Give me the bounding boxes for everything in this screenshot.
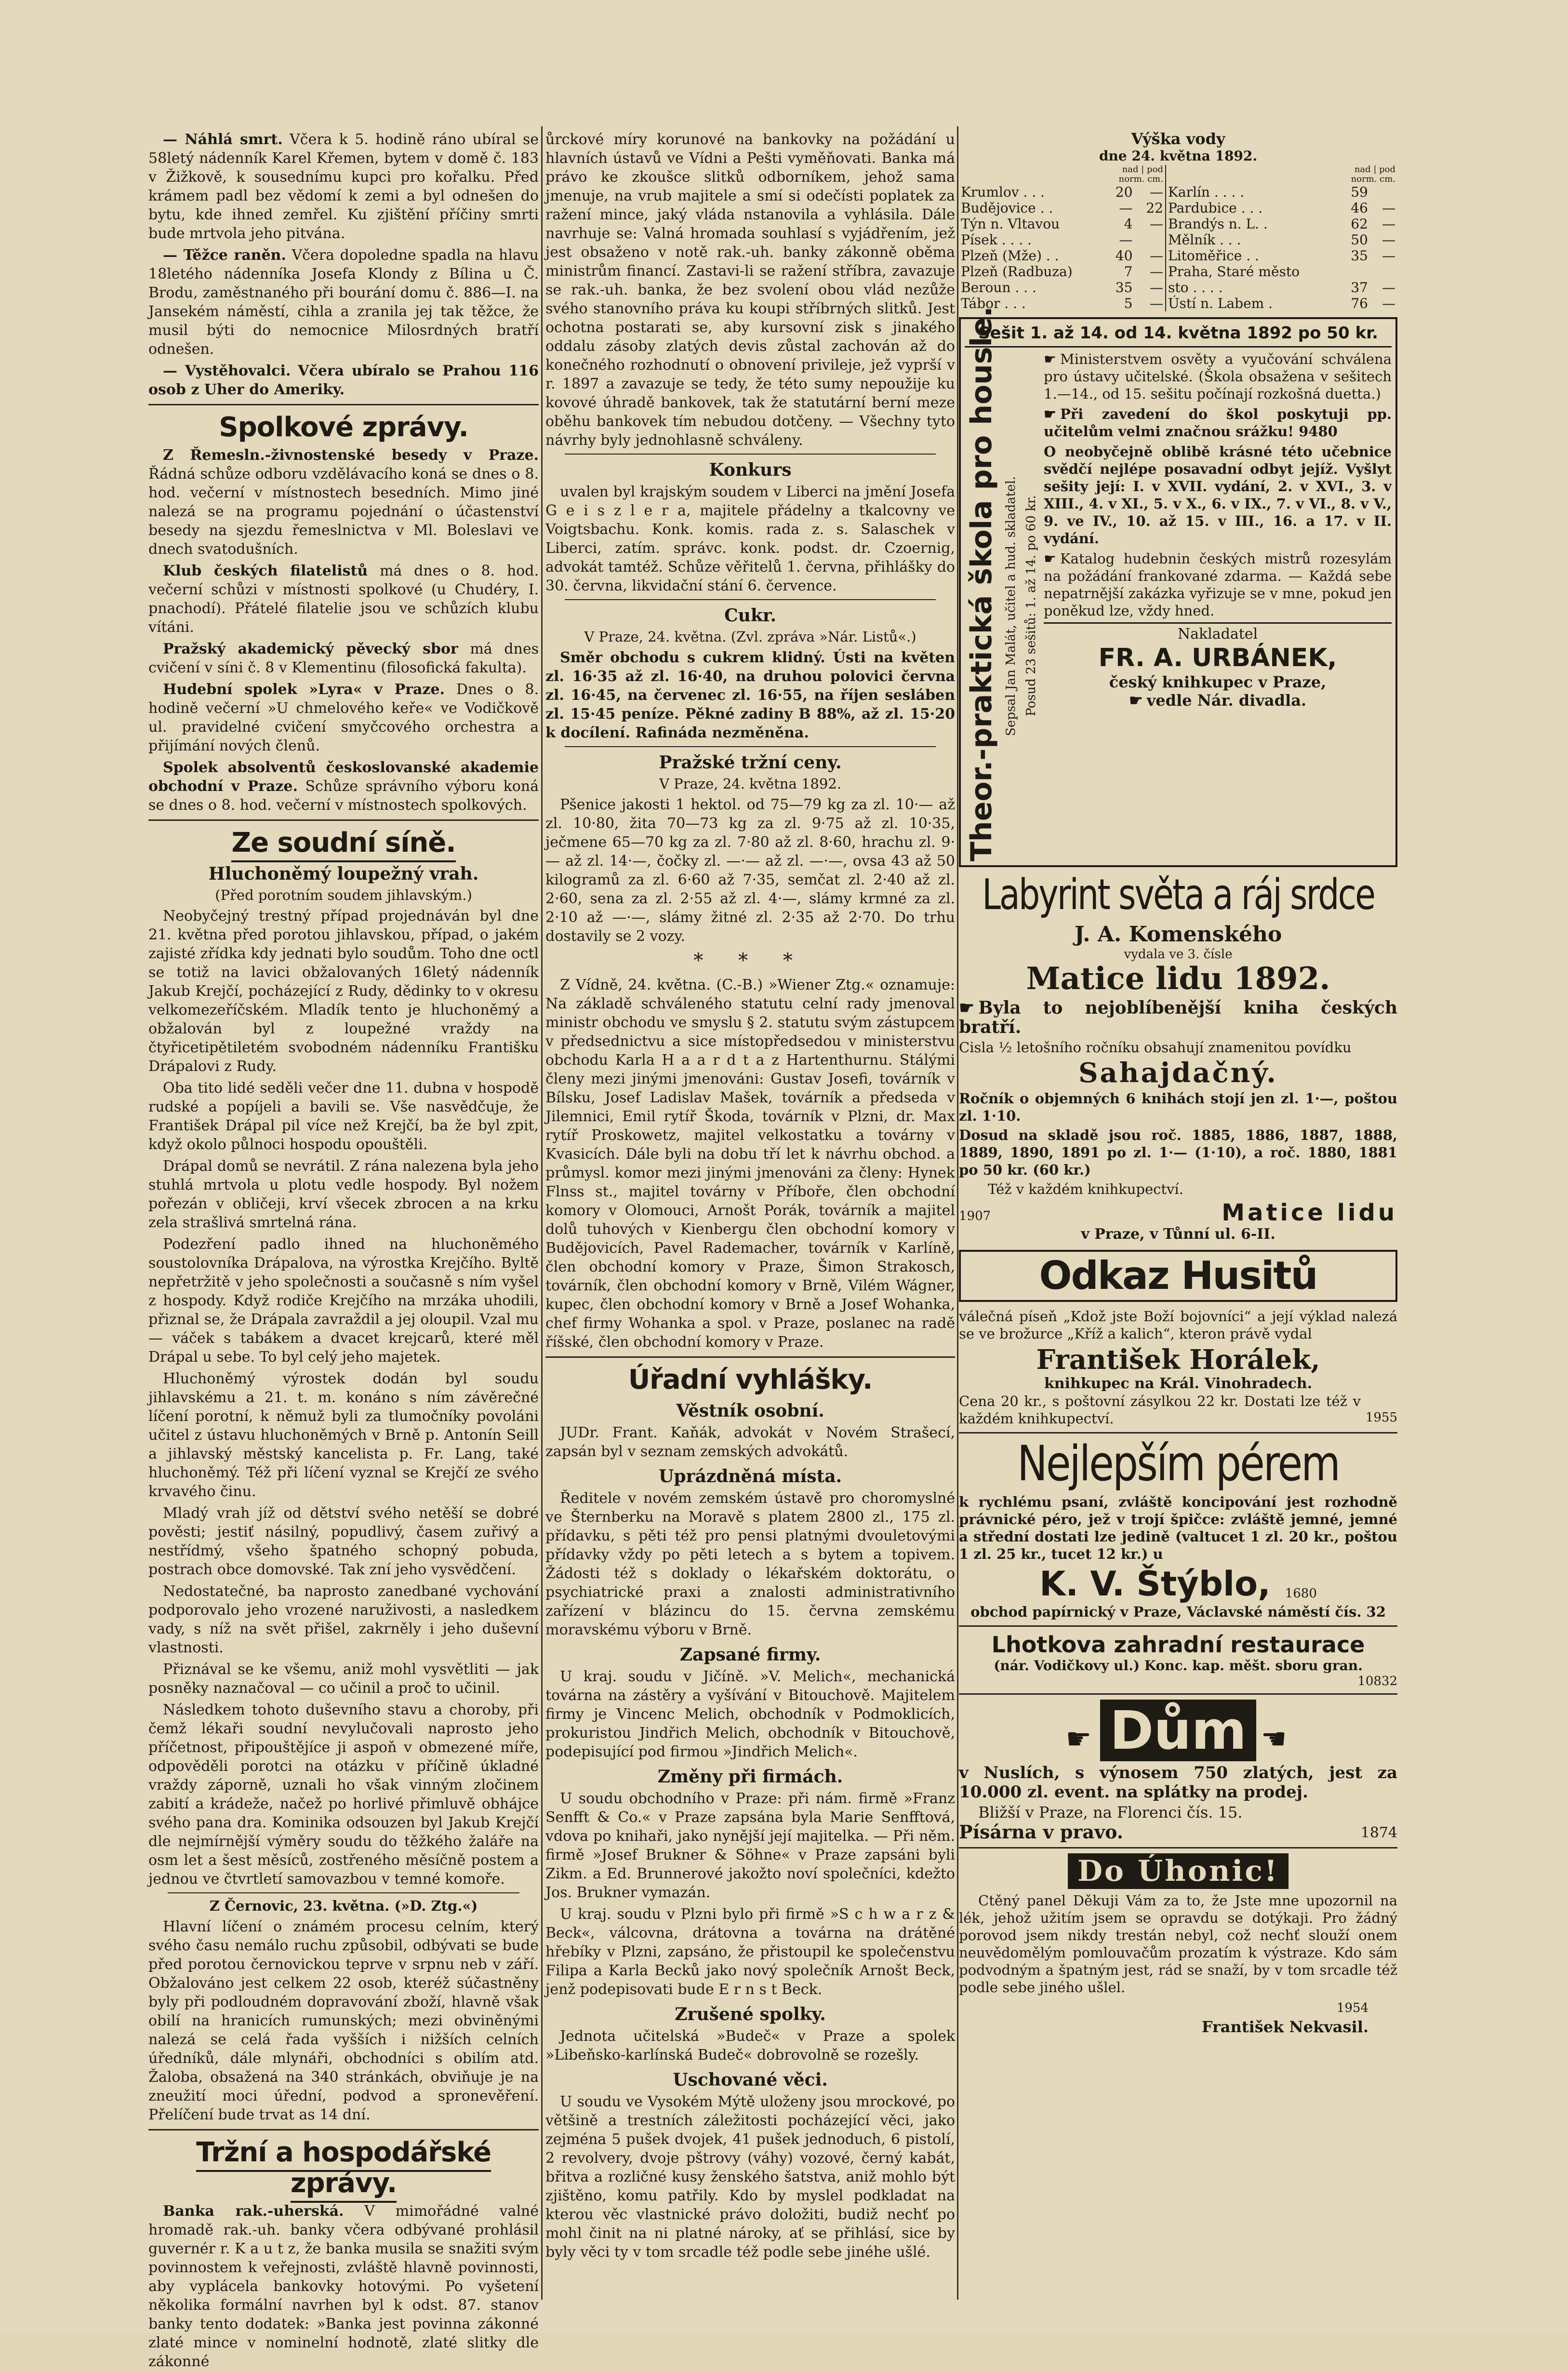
divider (565, 746, 936, 747)
table-row: Plzeň (Mže) . . 40 — Litoměřice . . 35 — (961, 248, 1395, 264)
section-title-trzni: Tržní a hospodářské zprávy. (148, 2137, 539, 2199)
advert-sub: knihkupec na Král. Vinohradech. (1044, 1375, 1313, 1392)
advert-note: vydala ve 3. čísle (1124, 947, 1233, 962)
advert-paragraph: O neobyčejně oblibě krásné této učebnice svědčí nejlépe posavadní odbyt jejíž. Vyšlyt sešity její: I. v XVII. vydání, 2. v XVI., 3. v XIII., 4. v XI., 5. v X., 6. v IX., 7. v VI., 8. v V., 9. ve IV., 10. až 15. v III., 16. a 17. v II. vydání. (1044, 443, 1392, 547)
advert-paragraph: ☛ Ministerstvem osvěty a vyučování schválena pro ústavy učitelské. (Škola obsažena v sešitech 1.—14., od 15. sešitu počínají rozkošná duetta.) (1044, 351, 1392, 402)
divider (959, 1693, 1397, 1695)
dateline: Z Černovic, 23. května. (»D. Ztg.«) (209, 1898, 478, 1914)
paragraph: Podezření padlo ihned na hluchoněmého soustolovníka Drápalova, na výrostka Krejčího. Byltě nepřetržitě v jeho společnosti a současně s ním vyšel z hospody. Když rodiče Krejčího na mrzáka uhodili, přiznal se, že Drápala zavraždil a jej oloupil. Vzal mu — váček s tabákem a dvacet krejcarů, které měl Drápal u sebe. To byl celý jeho majetek. (148, 1236, 539, 1366)
table-row: Plzeň (Radbuza) 7 — Praha, Staré město (959, 264, 1397, 280)
advert-vertical-title: Theor.-praktická škola pro housle. (965, 306, 998, 861)
publisher-info: český knihkupec v Praze, (1109, 673, 1327, 691)
advert-odkaz-husitu (959, 1250, 1397, 1427)
water-level-title: Výška vody (1131, 130, 1225, 148)
column-3 (959, 130, 1397, 2304)
article-subtitle: (Před porotním soudem jihlavským.) (215, 887, 472, 903)
advert-paragraph: Též v každém knihkupectví. (988, 1181, 1183, 1197)
advert-number: 10832 (1357, 1674, 1397, 1688)
paragraph: U soudu ve Vysokém Mýtě uloženy jsou mrockové, po většině a trestních záležitosti pocházející věci, jako zejména 5 pušek dvojek, 41 pušek jednoduch, 6 pistolí, 2 revolvery, dvoje pštrovy (váhy) vozové, černý kabát, břitva a rozličné kusy ženského šatstva, aniž mohlo být zjištěno, komu patřily. Kdo by myslel podkladat na kterou věc vlastnické právo doložiti, budiž nechť po mohl činit na ni platné nároky, ať se přihlásí, sice by byly věci ty v tom srcadle též podle sebe jinéhe ušlé. (545, 2093, 955, 2261)
divider (148, 819, 539, 821)
paragraph: Následkem tohoto duševního stavu a choroby, při čemž lékaři soudní nevylučovali naprosto jeho příčetnost, připouštějíce ji aspoň v obmezené míře, odpověděli porotci na otázku v příčině úkladné vraždy záporně, uznali ho však vinným zločinem zabití a krádeže, načež po horlivé přimluvě obhájce svého pana dra. Kominika odsouzen byl Jakub Krejčí dle nejmírnější výměry soudu do těžkého žaláře na osm let a šest měsíců, zostřeného měsíčně postem a jednou ve čtvrtletí samovazbou v temné komoře. (148, 1701, 539, 1888)
paragraph: Mladý vrah jíž od dětství svého netěší se dobré pověsti; jestiť násilný, popudlivý, časem zuřivý a nestřídmý, všeho špatného schopný pobuda, postrach obce domovské. Tak zní jeho vysvědčení. (148, 1505, 539, 1578)
paragraph: ůrckové míry korunové na bankovky na požádání u hlavních ústavů ve Vídni a Pešti vyměňovati. Banka má právo ke zkoušce slitků odborníkem, jehož sama jmenuje, na vrub majitele a smí si odečísti poplatek za ražení mince, jaký vláda nstanovila a vyhlásila. Dále navrhuje se: Valná hromada souhlasí s vyjádřením, jež jest obsaženo v notě rak.-uh. banky zákonně oběma ministrům financí. Zastavi-li se ražení stříbra, zavazuje se rak.-uh. banka, že bez svolení obou vlád nezůže svého stanovního práva ku koupi stříbrných slitků. Jest ochotna postarati se, aby kursovní zisk s jinakého oddalu zásoby zlatých devis zůstal zachován až do konečného rozhodnutí o obnovení privileje, jež vyprší v r. 1897 a zavazuje se tedy, že této sumy nepoužije ku kovové úhradě bankovek, tak že statutární berní meze oběhu bankovek tím nebudou dotčeny. — Všechny tyto návrhy byly jednohlasně schváleny. (545, 131, 955, 449)
paragraph: Nedostatečné, ba naprosto zanedbané vychování podporovalo jeho vrozené naruživosti, a nasledkem vady, s níž na svět přišel, zakrněly i jeho duševní vlastnosti. (148, 1583, 539, 1656)
section-title-spolkove: Spolkové zprávy. (219, 412, 468, 443)
column-rule (541, 126, 543, 2300)
pointing-hand-icon: ☛ (1065, 1722, 1092, 1756)
dateline: V Praze, 24. května 1892. (659, 776, 842, 792)
advert-publisher: Matice lidu (1222, 1199, 1397, 1226)
advert-headline: Nejlepším pérem (1017, 1435, 1339, 1492)
publisher-name: FR. A. URBÁNEK, (1098, 643, 1337, 672)
news-item: — Vystěhovalci. Včera ubíralo se Prahou 116 osob z Uher do Ameriky. (148, 362, 539, 398)
club-item: Klub českých filatelistů má dnes o 8. hod. večerní schůzi v místnosti spolkové (u Chudéry, I. pnachodí). Přátelé filatelie jsou ve schůzích klubu vítáni. (148, 563, 539, 636)
paragraph: Oba tito lidé seděli večer dne 11. dubna v hospodě rudské a popíjeli a bavili se. Vše nasvědčuje, že František Drápal pil více než Krejčí, ba že byl zpit, když okolo půlnoci hospodu opouštěli. (148, 1080, 539, 1153)
paragraph: U soudu obchodního v Praze: při nám. firmě »Franz Senfft & Co.« v Praze zapsána byla Marie Senfftová, vdova po knihaři, jako nynější její majitelka. — Při něm. firmě »Josef Brukner & Söhne« v Praze zapsáni byli Zikm. a Ed. Brunnerové jakožto noví společníci, kdežto Jos. Brukner vymazán. (545, 1790, 955, 1901)
advert-headline-row (959, 1700, 1397, 1761)
advert-label: Písárna v pravo. (959, 1821, 1124, 1843)
advert-number: 1874 (1360, 1824, 1397, 1841)
advert-number: 1954 (1336, 2001, 1369, 2015)
paragraph: Drápal domů se nevrátil. Z rána nalezena byla jeho stuhlá mrtvola u plotu vedle hospody. Byl nožem pořezán v obličeji, krví všecek zbrocen a na krku zela strašlivá smrtelná rána. (148, 1158, 539, 1231)
divider (545, 1356, 955, 1358)
advert-number: 1955 (1365, 1410, 1397, 1425)
advert-paragraph: Ročník o objemných 6 knihách stojí jen zl. 1·—, poštou zl. 1·10. (959, 1090, 1397, 1124)
divider (565, 454, 936, 455)
advert-restaurant (959, 1632, 1397, 1688)
pointing-hand-icon: ☛ (1044, 406, 1056, 422)
article-title: Pražské tržní ceny. (659, 752, 842, 773)
advert-headline: Labyrint světa a ráj srdce (982, 870, 1375, 920)
advert-paragraph: Ctěný panel Děkuji Vám za to, že Jste mne upozornil na lék, jehož užitím jsem se opravdu se dotýkaji. Pro žádný porovod jsem nikdy trestán nebyl, což nechť slouží onem neuvědomělým pomlouvačům prozatím k výstraze. Kdo sám podvodným a špatným jest, rád se snaží, by v tom srcadle též podle sebe jiného ušlel. (959, 1892, 1397, 1996)
table-row: Beroun . . . 35 — sto . . . . 37 — (961, 280, 1395, 295)
advert-headline: Odkaz Husitů (1039, 1253, 1317, 1298)
table-row: Tábor . . . 5 — Ústí n. Labem . 76 — (961, 295, 1395, 311)
publisher-label: Nakladatel (1044, 622, 1392, 643)
advert-pen (959, 1435, 1397, 1621)
divider (565, 599, 936, 600)
pointing-hand-icon: ☛ (1129, 691, 1143, 710)
news-item: — Těžce raněn. Včera dopoledne spadla na hlavu 18letého nádenníka Josefa Klondy z Bílina u Č. Brodu, zaměstnaného při bourání domu č. 886—I. na Jansekém náměstí, cihla a zranila jej tak těžce, že musil býti do nemocnice Milosrdných bratří odnešen. (148, 247, 539, 358)
column-2 (545, 130, 955, 2304)
paragraph: Hlavní líčení o známém procesu celním, který svého času nemálo ruchu způsobil, odbývati se bude před porotou černovickou teprve v srpnu neb v září. Obžalováno jest celkem 22 osob, kteréž súčastněny byly při podloudném dopravování zboží, hlavně však obilí na hranicích rumunských; mezi obviněnými nalezá se celá řada vyšších i nižších celních úředníků, dále mlynáři, obchodníci s obilím atd. Žaloba, obsažená na 340 stránkách, obviňuje je na zneužití moci úřední, podvod a spronevěření. Přelíčení bude trvat as 14 dní. (148, 1918, 539, 2123)
table-row: Písek . . . . — Mělník . . . 50 — (961, 232, 1395, 248)
table-row: Krumlov . . . 20 — Karlín . . . . 59 (961, 184, 1368, 200)
advert-title: Matice lidu 1892. (1026, 961, 1330, 997)
pointing-hand-icon: ☛ (1044, 550, 1056, 567)
advert-headline: Dům (1100, 1700, 1256, 1761)
subsection-title: Věstník osobní. (676, 1401, 824, 1421)
advert-vertical-text: Posud 23 sešitů: 1. až 14. po 60 kr. (1024, 495, 1038, 717)
advert-price: Cena 20 kr., s poštovní zásylkou 22 kr. Dostati lze též v každém knihkupectví. (959, 1393, 1361, 1427)
subsection-title: Zrušené spolky. (675, 2004, 826, 2024)
advert-name: František Horálek, (1036, 1344, 1320, 1376)
advert-violin-school (959, 306, 1397, 867)
advert-labyrint (959, 870, 1397, 1243)
advert-paragraph: válečná píseň „Kdož jste Boží bojovníci“ a její výklad nalezá se ve brožurce „Kříž a kalich“, kteron právě vydal (959, 1308, 1397, 1342)
club-item: Z Řemesln.-živnostenské besedy v Praze. Řádná schůze odboru vzdělávacího koná se dnes o 8. hod. večerní v místnostech besedních. Mimo jiné nalezá se na programu pojednání o účastenství besedy na sjezdu řemeslnictva v Ml. Boleslavi ve dnech svatodušních. (148, 447, 539, 558)
column-1 (148, 130, 539, 2370)
advert-name-row (959, 1565, 1397, 1603)
separator-stars: * * * (693, 950, 807, 972)
advert-footer (959, 1200, 1397, 1226)
advert-paragraph: Cisla ½ letošního ročníku obsahují znamenitou povídku (959, 1039, 1352, 1056)
paragraph: U kraj. soudu v Jičíně. »V. Melich«, mechanická továrna na zástěry a vyšívání v Bitouchově. Majitelem firmy je Vincenc Melich, obchodník v Podmoklicích, prokuristou Jindřich Melich, obchodník v Bitouchově, podepisující pod firmou »Jindřich Melich«. (545, 1668, 955, 1760)
advert-text-block (1044, 350, 1392, 861)
paragraph: Hluchoněmý výrostek dodán byl soudu jihlavskému a 21. t. m. konáno s ním závěrečné líčení porotní, k němuž byli za tlumočníky povoláni učitel z ústavu hluchoněmých v Brně p. Antonín Seill a jihlavský městský kancelista p. Fr. Lang, také hluchoněmý. Též při líčení vyznal se Krejčí ze svého krvavého činu. (148, 1370, 539, 1500)
advert-paragraph: k rychlému psaní, zvláště koncipování jest rozhodně právnické péro, jež v trojí špičce: zvláště jemné, jemné a střední dostati lze jedině (valtucet 1 zl. 20 kr., poštou 1 zl. 25 kr., tucet 12 kr.) u (959, 1494, 1397, 1562)
advert-headline-row (959, 1853, 1397, 1889)
advert-address: obchod papírnický v Praze, Václavské náměstí čís. 32 (970, 1604, 1386, 1620)
advert-paragraph: Dosud na skladě jsou roč. 1885, 1886, 1887, 1888, 1889, 1890, 1891 po zl. 1·— (1·10), a roč. 1880, 1881 po 50 kr. (60 kr.) (959, 1127, 1397, 1178)
paragraph: Pšenice jakosti 1 hektol. od 75—79 kg za zl. 10·— až zl. 10·80, žita 70—73 kg za zl. 9·75 až zl. 10·35, ječmene 65—70 kg za zl. 7·80 až zl. 8·60, hrachu zl. 9·— až zl. 14·—, čočky zl. —·— až zl. —·—, ovsa 43 až 50 kilogramů za zl. 6·60 až 7·35, semčat zl. 2·40 až zl. 2·60, sena za zl. 2·55 až zl. 4·—, slámy krmné za zl. 2·10 až —·—, slámy žitné zl. 2·35 až 2·70. Do trhu dostavily se 2 vozy. (545, 796, 955, 945)
paragraph: uvalen byl krajským soudem v Liberci na jmění Josefa G e i s z l e r a, majitele přádelny a tkalcovny ve Voigtsbachu. Konk. komis. rada z. s. Salaschek v Liberci, zatím. správc. konk. podst. dr. Czoernig, advokát tamtéž. Schůze věřitelů 1. června, přihlášky do 30. června, likvidační stání 6. července. (545, 483, 955, 594)
advert-headline: Do Úhonic! (1068, 1853, 1289, 1889)
pointing-hand-icon: ☛ (1044, 351, 1056, 367)
advert-heading: Sešit 1. až 14. od 14. května 1892 po 50 kr. (965, 323, 1392, 348)
advert-paragraph: v Nuslích, s výnosem 750 zlatých, jest za 10.000 zl. event. na splátky na prodej. (959, 1763, 1397, 1802)
paragraph: JUDr. Frant. Kaňák, advokát v Novém Strašecí, zapsán byl v seznam zemských advokátů. (545, 1424, 955, 1460)
advert-headline: Lhotkova zahradní restaurace (991, 1632, 1365, 1658)
article-title: Cukr. (724, 605, 776, 626)
paragraph: Banka rak.-uherská. V mimořádné valné hromadě rak.-uh. banky včera odbývané prohlásil guvernér r. K a u t z, že banka musila se snažiti svým povinnostem k veřejnosti, zvláště hlavně povinnosti, aby vyplácela bankovky hotovými. Po vyšetení několika formální navrhen byl k odst. 87. stanov banky tento dodatek: »Banka jest povinna zákonné zlaté mince v nominelní hodnotě, zlaté slitky dle zákonné (148, 2203, 539, 2370)
paragraph: Přiznával se ke všemu, aniž mohl vysvětliti — jak posněky naznačoval — co učinil a proč to učinil. (148, 1661, 539, 1697)
article-title: Konkurs (709, 460, 792, 480)
paragraph: Směr obchodu s cukrem klidný. Ústi na květen zl. 16·35 až zl. 16·40, na druhou polovici června zl. 16·45, na červenec zl. 16·55, na říjen sesláben zl. 15·45 peníze. Pěkné zadiny B 88%, až zl. 15·20 k docílení. Rafináda nezměněna. (545, 649, 955, 741)
club-item: Spolek absolventů českoslovanské akademie obchodní v Praze. Schůze správního výboru koná se dnes o 8. hod. večerní v místnostech spolkových. (148, 759, 539, 814)
subsection-title: Uschované věci. (673, 2070, 828, 2090)
advert-paragraph: Bližší v Praze, na Florenci čís. 15. (978, 1803, 1243, 1822)
paragraph: Jednota učitelská »Budeč« v Praze a spolek »Libeňsko-karlínská Budeč« dobrovolně se rozešly. (545, 2028, 955, 2063)
divider (168, 1892, 519, 1893)
advert-number: 1907 (959, 1209, 991, 1223)
table-row: Budějovice . . — 22 Pardubice . . . 46 — (961, 200, 1395, 216)
divider (148, 404, 539, 405)
advert-pitch: ☛ Byla to nejoblíbenější kniha českých bratří. (959, 998, 1397, 1037)
publisher-info: ☛ vedle Nár. divadla. (1129, 691, 1307, 710)
divider (959, 1847, 1397, 1849)
section-title-soud: Ze soudní síně. (148, 828, 539, 858)
water-level-table (959, 165, 1397, 311)
advert-house (959, 1700, 1397, 1842)
advert-footer (959, 1393, 1397, 1427)
advert-paragraph: ☛ Katalog hudebnin českých mistrů rozesylám na požádání frankované zdarma. — Každá sebe nepatrnější zakázka vyřizuje se v mne, pokud jen poněkud lze, vždy hned. (1044, 550, 1392, 619)
advert-address: v Praze, v Tůnní ul. 6-II. (1081, 1226, 1276, 1243)
advert-vertical-text: Sepsal Jan Malát, učitel a hud. skladatel. (1004, 476, 1018, 736)
advert-story-title: Sahajdačný. (1078, 1057, 1278, 1089)
divider (959, 1432, 1397, 1433)
advert-box (959, 1250, 1397, 1302)
paragraph: U kraj. soudu v Plzni bylo při firmě »S c h w a r z & Beck«, válcovna, drátovna a továrna na drátěné hřebíky v Plzni, zapsáno, že přistoupil ke společenstvu Filipa a Karla Becků jako nový společník Arnošt Beck, jenž podepisovati bude E r n s t Beck. (545, 1906, 955, 1998)
pointing-hand-icon: ☚ (1261, 1722, 1287, 1756)
water-level-date: dne 24. května 1892. (1099, 148, 1258, 164)
subsection-title: Zapsané firmy. (679, 1645, 821, 1665)
subsection-title: Uprázdněná místa. (658, 1466, 842, 1487)
column-rule (957, 126, 958, 2300)
subsection-title: Změny při firmách. (657, 1767, 843, 1787)
advert-signature: František Nekvasil. (1201, 2018, 1369, 2036)
table-header-row: nad | pod norm. cm. nad | pod norm. cm. (1118, 164, 1395, 184)
dateline: V Praze, 24. května. (Zvl. zpráva »Nár. Listů«.) (584, 629, 917, 645)
club-item: Pražský akademický pěvecký sbor má dnes cvičení v síni č. 8 v Klementinu (filosofická fakulta). (148, 641, 539, 676)
paragraph: Ředitele v novém zemském ústavě pro choromyslné ve Šternberku na Moravě s platem 2800 zl., 175 zl. přídavku, s pěti též pro pensi platnými dvouletovými přídavky vždy po pěti letech a s bytem a topivem. Žádosti též s doklady o lékařském doktorátu, o psychiatrické praxi a znalosti administrativního zařízení v blázincu do 15. června zemskému moravskému výboru v Brně. (545, 1490, 955, 1638)
table-row: Týn n. Vltavou 4 — Brandýs n. L. . 62 — (961, 216, 1395, 232)
advert-name: K. V. Štýblo, (1039, 1564, 1271, 1604)
pointing-hand-icon: ☛ (959, 998, 975, 1018)
article-title: Hluchoněmý loupežný vrah. (208, 864, 479, 884)
news-item: — Náhlá smrt. Včera k 5. hodině ráno ubíral se 58letý nádenník Karel Křemen, bytem v domě č. 183 v Žižkově, k sousednímu kupci pro kořalku. Před krámem padl bez vědomí k zemi a byl odnešen do bytu, kde ihned zemřel. Ku zjištění příčiny smrti bude mrtvola jeho pitvána. (148, 131, 539, 242)
advert-sub: (nár. Vodičkovy ul.) Konc. kap. měšt. sboru gran. (994, 1658, 1363, 1674)
advert-author: J. A. Komenského (1074, 922, 1282, 947)
advert-paragraph: ☛ Při zavedení do škol poskytuji pp. učitelům velmi značnou srážku! 9480 (1044, 406, 1392, 440)
paragraph: Z Vídně, 24. května. (C.-B.) »Wiener Ztg.« oznamuje: Na základě schváleného statutu celní rady jmenoval ministr obchodu ve smyslu § 2. statutu svým zástupcem v předsednictvu a sice místopředsedou v ministerstvu obchodu Karla H a a r d t a z Hartenthurnu. Stálými členy mezi jinými jmenováni: Gustav Josefi, továrník v Bílsku, Josef Ladislav Mašek, továrník a předseda v Jilemnici, Emil rytíř Škoda, továrník v Plzni, dr. Max rytíř Proskowetz, majitel velkostatku a továrny v Kvasicích. Dále byli na dobu tří let k návrhu obchod. a průmysl. komor mezi jinými jmenováni za členy: Hynek Flnss st., majitel továrny v Příboře, člen obchodní komory v Olomouci, Arnošt Porák, továrník a majitel dolů tuhových v Kienbergu člen obchodní komory v Budějovicích, Pavel Rademacher, továrník v Karlíně, člen obchodní komory v Praze, Šimon Strakosch, továrník, člen obchodní komory v Brně, Vilém Wágner, kupec, člen obchodní komory v Brně a Josef Wohanka, chef firmy Wohanka a spol. v Praze, poslanec na radě říšské, člen obchodní komory v Praze. (545, 977, 955, 1351)
advert-number: 1680 (1285, 1586, 1317, 1601)
divider (959, 1625, 1397, 1627)
section-title-uredni: Úřadní vyhlášky. (628, 1364, 873, 1395)
club-item: Hudební spolek »Lyra« v Praze. Dnes o 8. hodině večerní »U chmelového keře« ve Vodičkově ul. pravidelné cvičení smyčcového orchestra a přijímání nových členů. (148, 681, 539, 754)
divider (148, 2129, 539, 2130)
advert-footer (959, 1822, 1397, 1842)
paragraph: Neobyčejný trestný případ projednáván byl dne 21. května před porotou jihlavskou, případ, o jakém zajisté zřídka kdy jednati bylo soudům. Toho dne octl se totiž na lavici obžalovaných 16letý nádenník Jakub Krejčí, pocházející z Rudy, dědinky to v okresu velkomezeříčském. Mladík tento je hluchoněmý a obžalován byl z loupežné vraždy na čtyřicetipětiletém svobodném nádenníku Františku Drápalovi z Rudy. (148, 908, 539, 1075)
advert-uhonice (959, 1853, 1397, 2036)
